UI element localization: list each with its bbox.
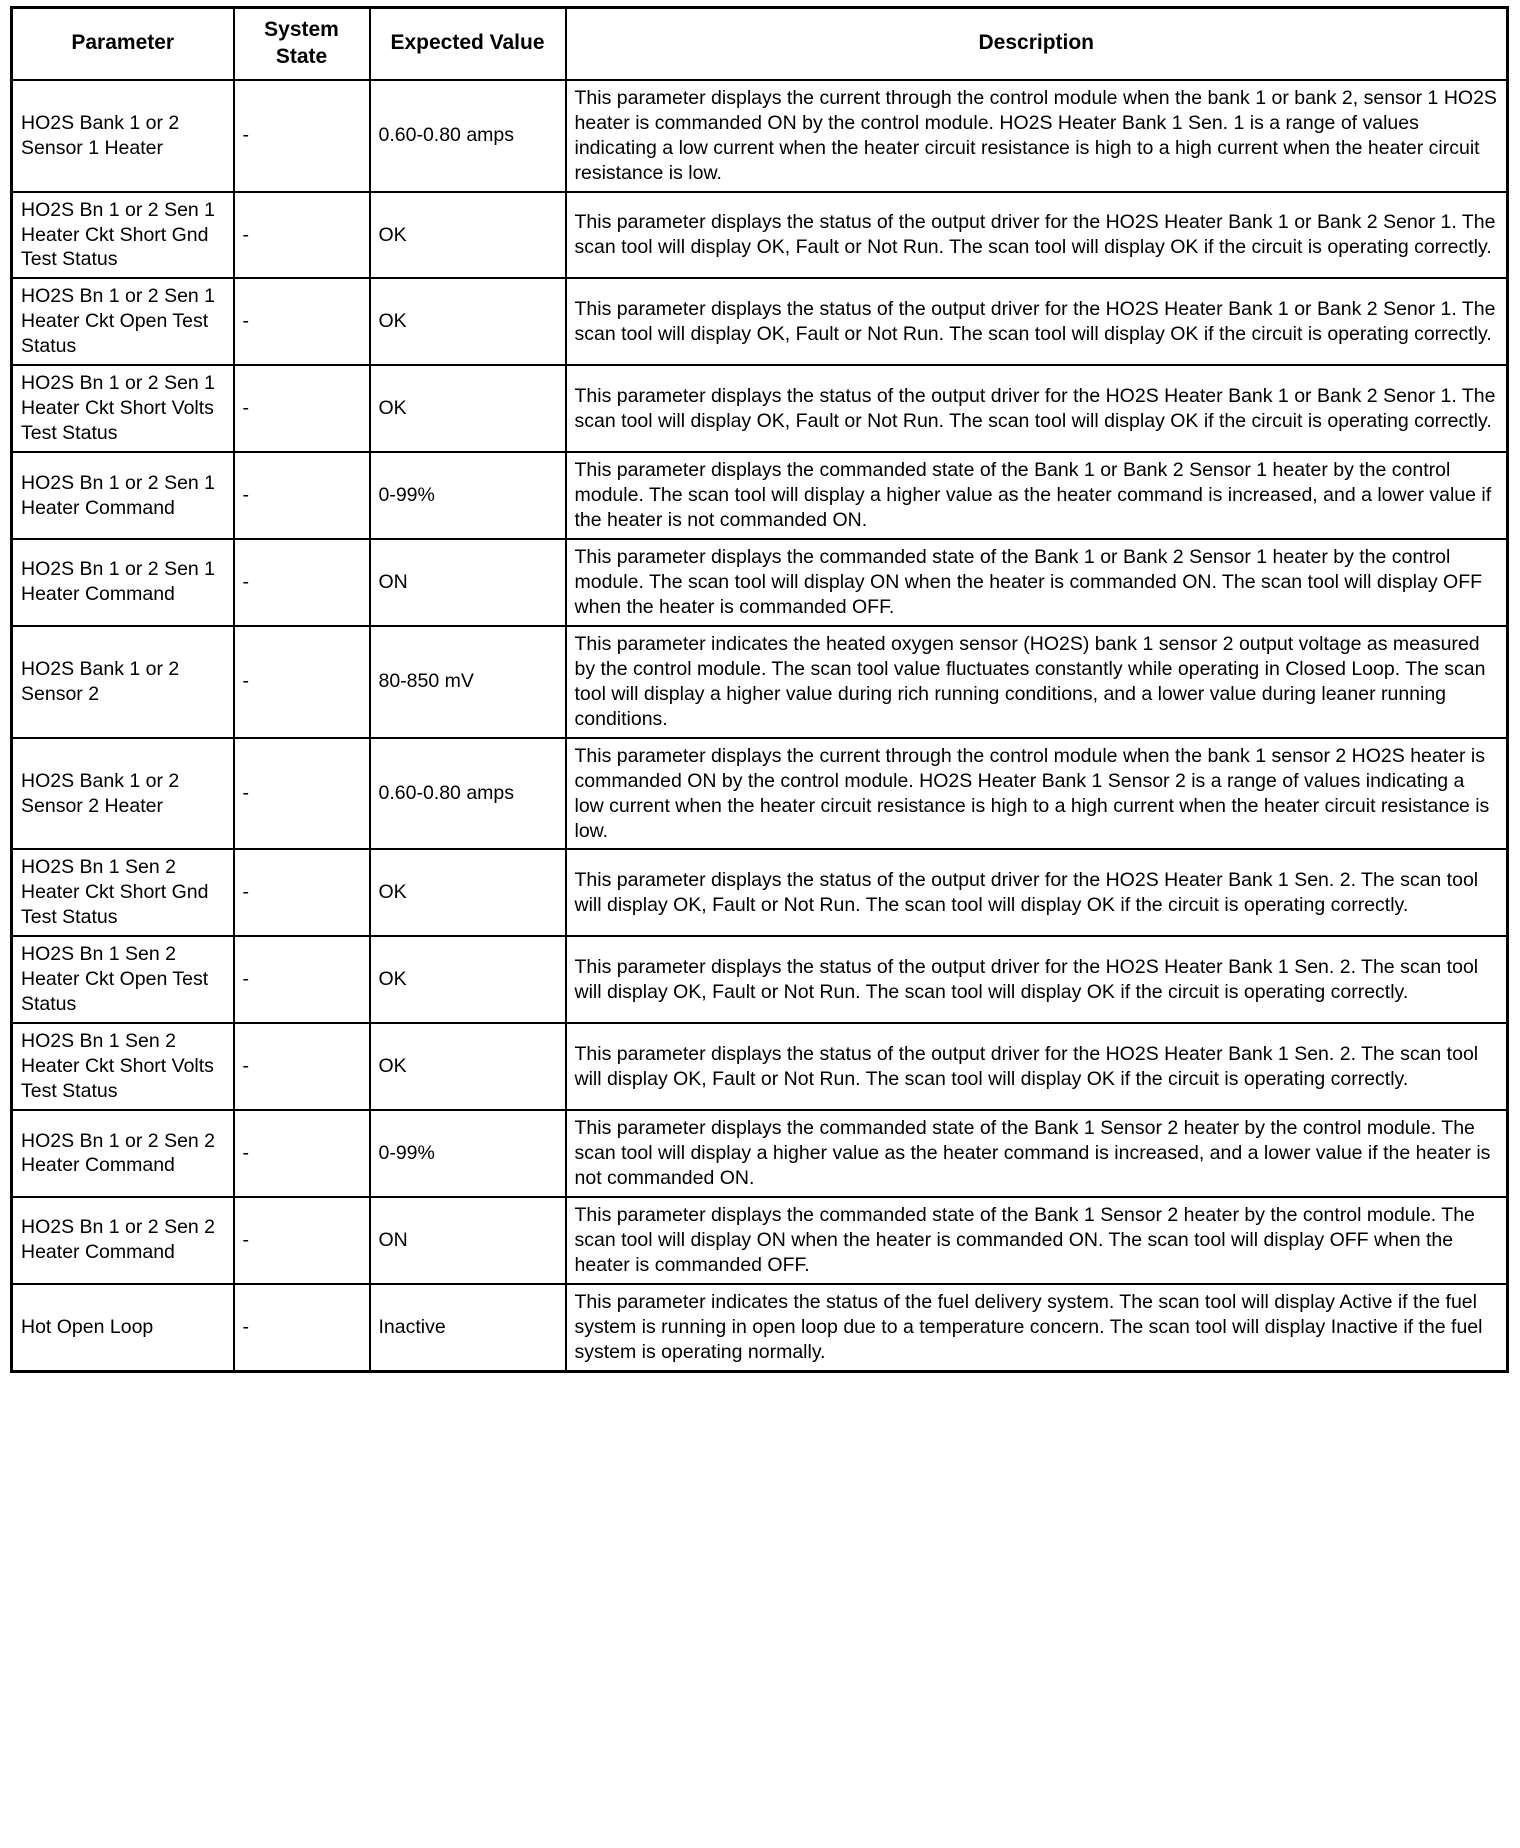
cell-text-system_state: - <box>242 782 249 805</box>
cell-text-description: This parameter displays the status of the output driver for the HO2S Heater Bank 1 Sen. 2. The scan tool will display OK, Fault or Not Run. The scan tool will display OK if the circuit is operating correctly. <box>574 1042 1479 1090</box>
cell-description <box>566 1110 1508 1197</box>
cell-text-system_state: - <box>242 1055 249 1078</box>
cell-system_state <box>234 452 370 539</box>
cell-text-system_state: - <box>242 124 249 147</box>
cell-text-description: This parameter indicates the status of the fuel delivery system. The scan tool will display Active if the fuel system is running in open loop due to a temperature concern. The scan tool will display Inactive if the fuel system is operating normally. <box>574 1290 1483 1363</box>
cell-text-parameter: HO2S Bn 1 or 2 Sen 1 Heater Command <box>21 558 216 606</box>
table-row <box>12 626 1508 738</box>
cell-system_state <box>234 1197 370 1284</box>
cell-text-description: This parameter displays the current through the control module when the bank 1 or bank 2, sensor 1 HO2S heater is commanded ON by the control module. HO2S Heater Bank 1 Sen. 1 is a range of values indicating a low current when the heater circuit resistance is high to a high current when the heater circuit resistance is low. <box>574 86 1497 184</box>
cell-text-system_state: - <box>242 397 249 420</box>
cell-text-system_state: - <box>242 484 249 507</box>
cell-description <box>566 1023 1508 1110</box>
table-row <box>12 192 1508 279</box>
table-row <box>12 365 1508 452</box>
cell-system_state <box>234 1023 370 1110</box>
cell-text-expected_value: ON <box>378 1228 408 1251</box>
cell-description <box>566 452 1508 539</box>
cell-text-parameter: HO2S Bn 1 or 2 Sen 1 Heater Ckt Short Gnd Test Status <box>21 198 216 271</box>
cell-system_state <box>234 1110 370 1197</box>
cell-text-expected_value: ON <box>378 570 408 593</box>
table-row <box>12 738 1508 850</box>
cell-text-system_state: - <box>242 1315 249 1338</box>
cell-text-expected_value: OK <box>378 310 407 333</box>
cell-text-description: This parameter indicates the heated oxygen sensor (HO2S) bank 1 sensor 2 output voltage as measured by the control module. The scan tool value fluctuates constantly while operating in Closed Loop. The scan tool will display a higher value during rich running conditions, and a lower value during leaner running conditions. <box>574 632 1486 730</box>
cell-parameter <box>12 1023 234 1110</box>
cell-description <box>566 738 1508 850</box>
cell-expected_value <box>370 1110 566 1197</box>
cell-text-expected_value: OK <box>378 881 407 904</box>
cell-expected_value <box>370 1197 566 1284</box>
table-row <box>12 849 1508 936</box>
cell-system_state <box>234 1284 370 1371</box>
cell-system_state <box>234 278 370 365</box>
cell-description <box>566 365 1508 452</box>
cell-system_state <box>234 738 370 850</box>
table-row <box>12 1110 1508 1197</box>
cell-text-description: This parameter displays the commanded state of the Bank 1 or Bank 2 Sensor 1 heater by the control module. The scan tool will display a higher value as the heater command is increased, and a lower value if the heater is not commanded ON. <box>574 459 1492 532</box>
cell-text-expected_value: Inactive <box>378 1315 446 1338</box>
table-row <box>12 452 1508 539</box>
cell-text-description: This parameter displays the current through the control module when the bank 1 sensor 2 HO2S heater is commanded ON by the control module. HO2S Heater Bank 1 Sensor 2 is a range of values indicating a low current when the heater circuit resistance is high to a high current when the heater circuit resistance is low. <box>574 744 1490 842</box>
cell-parameter <box>12 80 234 192</box>
cell-description <box>566 80 1508 192</box>
cell-description <box>566 192 1508 279</box>
cell-expected_value <box>370 936 566 1023</box>
cell-parameter <box>12 738 234 850</box>
column-header-expected-value: Expected Value <box>370 8 566 80</box>
cell-text-expected_value: OK <box>378 223 407 246</box>
cell-text-description: This parameter displays the status of the output driver for the HO2S Heater Bank 1 Sen. 2. The scan tool will display OK, Fault or Not Run. The scan tool will display OK if the circuit is operating correctly. <box>574 868 1479 916</box>
cell-text-parameter: HO2S Bank 1 or 2 Sensor 2 Heater <box>21 769 180 817</box>
cell-text-description: This parameter displays the commanded state of the Bank 1 Sensor 2 heater by the control module. The scan tool will display a higher value as the heater command is increased, and a lower value if the heater is not commanded ON. <box>574 1117 1491 1189</box>
cell-expected_value <box>370 1023 566 1110</box>
parameter-table <box>10 6 1509 1373</box>
table-row <box>12 539 1508 626</box>
cell-parameter <box>12 1284 234 1371</box>
cell-parameter <box>12 192 234 279</box>
table-header <box>12 8 1508 80</box>
cell-text-expected_value: 80-850 mV <box>378 670 474 693</box>
cell-text-description: This parameter displays the commanded state of the Bank 1 Sensor 2 heater by the control module. The scan tool will display ON when the heater is commanded ON. The scan tool will display OFF when the heater is commanded OFF. <box>574 1203 1475 1276</box>
cell-text-expected_value: OK <box>378 397 407 420</box>
cell-description <box>566 936 1508 1023</box>
cell-parameter <box>12 849 234 936</box>
cell-system_state <box>234 365 370 452</box>
cell-text-description: This parameter displays the status of the output driver for the HO2S Heater Bank 1 or Bank 2 Senor 1. The scan tool will display OK, Fault or Not Run. The scan tool will display OK if the circuit is operating correctly. <box>574 384 1496 432</box>
cell-system_state <box>234 849 370 936</box>
table-header-row <box>12 8 1508 80</box>
cell-description <box>566 1284 1508 1371</box>
cell-text-parameter: HO2S Bn 1 Sen 2 Heater Ckt Open Test Status <box>21 943 209 1016</box>
cell-expected_value <box>370 626 566 738</box>
cell-parameter <box>12 539 234 626</box>
cell-description <box>566 849 1508 936</box>
cell-expected_value <box>370 738 566 850</box>
cell-parameter <box>12 278 234 365</box>
cell-parameter <box>12 365 234 452</box>
cell-system_state <box>234 80 370 192</box>
cell-text-system_state: - <box>242 310 249 333</box>
cell-text-parameter: HO2S Bn 1 or 2 Sen 1 Heater Command <box>21 471 216 519</box>
table-row <box>12 1023 1508 1110</box>
table-row <box>12 278 1508 365</box>
cell-text-system_state: - <box>242 1228 249 1251</box>
cell-system_state <box>234 936 370 1023</box>
cell-system_state <box>234 192 370 279</box>
cell-text-parameter: HO2S Bn 1 or 2 Sen 2 Heater Command <box>21 1129 216 1177</box>
cell-text-expected_value: 0-99% <box>378 1142 435 1165</box>
cell-expected_value <box>370 849 566 936</box>
cell-parameter <box>12 1110 234 1197</box>
cell-description <box>566 1197 1508 1284</box>
cell-text-parameter: HO2S Bn 1 or 2 Sen 1 Heater Ckt Open Test Status <box>21 285 216 358</box>
cell-text-parameter: HO2S Bn 1 or 2 Sen 1 Heater Ckt Short Volts Test Status <box>21 372 216 445</box>
table-row <box>12 936 1508 1023</box>
table-body <box>12 80 1508 1371</box>
table-row <box>12 80 1508 192</box>
cell-text-expected_value: OK <box>378 968 407 991</box>
cell-text-description: This parameter displays the status of the output driver for the HO2S Heater Bank 1 Sen. 2. The scan tool will display OK, Fault or Not Run. The scan tool will display OK if the circuit is operating correctly. <box>574 955 1479 1003</box>
cell-parameter <box>12 1197 234 1284</box>
cell-expected_value <box>370 1284 566 1371</box>
cell-description <box>566 626 1508 738</box>
cell-expected_value <box>370 365 566 452</box>
cell-text-parameter: HO2S Bank 1 or 2 Sensor 1 Heater <box>21 111 180 159</box>
column-header-parameter: Parameter <box>12 8 234 80</box>
cell-text-parameter: HO2S Bn 1 Sen 2 Heater Ckt Short Gnd Test Status <box>21 856 209 929</box>
cell-text-system_state: - <box>242 881 249 904</box>
cell-text-description: This parameter displays the status of the output driver for the HO2S Heater Bank 1 or Bank 2 Senor 1. The scan tool will display OK, Fault or Not Run. The scan tool will display OK if the circuit is operating correctly. <box>574 211 1496 258</box>
cell-text-parameter: HO2S Bn 1 Sen 2 Heater Ckt Short Volts Test Status <box>21 1030 214 1103</box>
cell-text-system_state: - <box>242 570 249 593</box>
cell-parameter <box>12 452 234 539</box>
cell-text-system_state: - <box>242 223 249 246</box>
cell-text-parameter: HO2S Bank 1 or 2 Sensor 2 <box>21 657 180 705</box>
cell-system_state <box>234 626 370 738</box>
table-row <box>12 1284 1508 1371</box>
cell-text-description: This parameter displays the commanded state of the Bank 1 or Bank 2 Sensor 1 heater by the control module. The scan tool will display ON when the heater is commanded ON. The scan tool will display OFF when the heater is commanded OFF. <box>574 546 1483 618</box>
cell-text-description: This parameter displays the status of the output driver for the HO2S Heater Bank 1 or Bank 2 Senor 1. The scan tool will display OK, Fault or Not Run. The scan tool will display OK if the circuit is operating correctly. <box>574 297 1496 345</box>
column-header-description: Description <box>566 8 1508 80</box>
cell-parameter <box>12 626 234 738</box>
cell-text-expected_value: 0-99% <box>378 484 435 507</box>
cell-text-parameter: Hot Open Loop <box>21 1315 154 1338</box>
cell-text-expected_value: 0.60-0.80 amps <box>378 782 515 805</box>
cell-parameter <box>12 936 234 1023</box>
cell-system_state <box>234 539 370 626</box>
cell-expected_value <box>370 539 566 626</box>
cell-text-system_state: - <box>242 670 249 693</box>
cell-text-expected_value: OK <box>378 1055 407 1078</box>
table-row <box>12 1197 1508 1284</box>
cell-text-parameter: HO2S Bn 1 or 2 Sen 2 Heater Command <box>21 1216 216 1264</box>
cell-expected_value <box>370 278 566 365</box>
cell-description <box>566 539 1508 626</box>
cell-text-system_state: - <box>242 1142 249 1165</box>
cell-text-system_state: - <box>242 968 249 991</box>
column-header-system-state: System State <box>234 8 370 80</box>
cell-expected_value <box>370 80 566 192</box>
cell-expected_value <box>370 452 566 539</box>
cell-expected_value <box>370 192 566 279</box>
cell-description <box>566 278 1508 365</box>
cell-text-expected_value: 0.60-0.80 amps <box>378 124 515 147</box>
